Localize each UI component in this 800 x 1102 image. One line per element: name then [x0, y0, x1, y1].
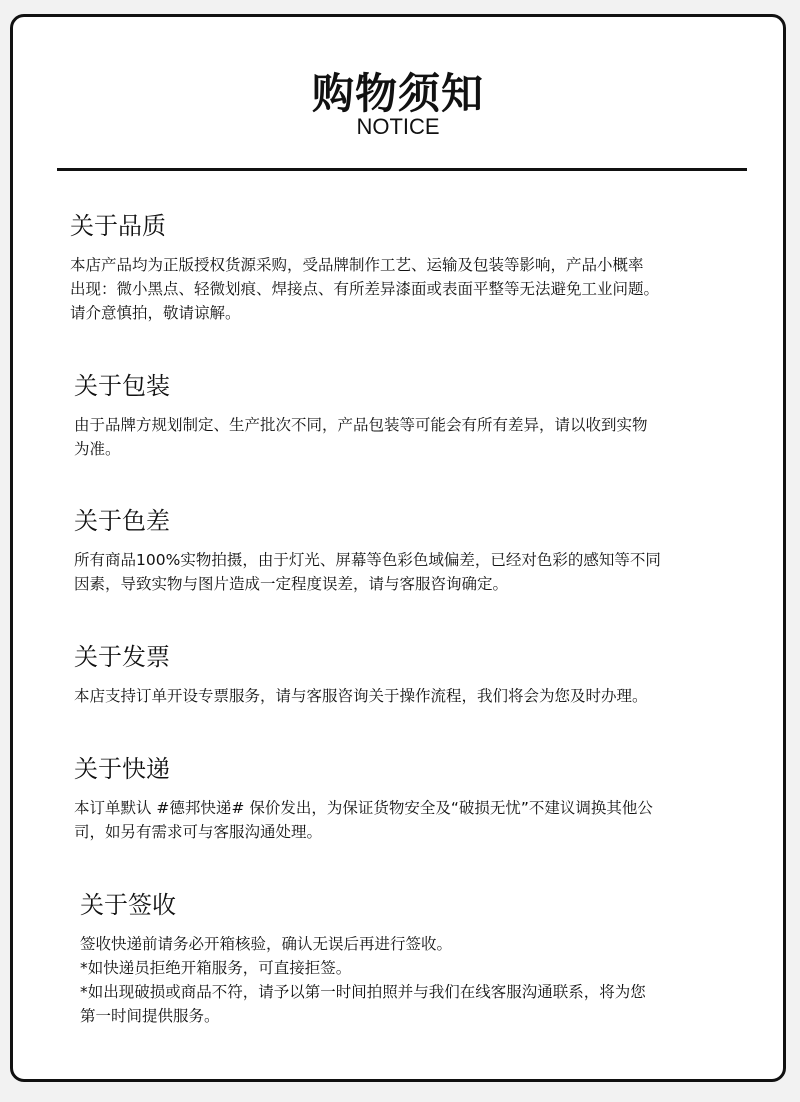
page-subtitle: NOTICE	[356, 114, 440, 139]
section-heading: 关于发票	[74, 643, 170, 671]
notice-card	[10, 14, 786, 1082]
section-line: *如出现破损或商品不符，请予以第一时间拍照并与我们在线客服沟通联系，将为您	[80, 983, 646, 1001]
section-line: 签收快递前请务必开箱核验，确认无误后再进行签收。	[80, 935, 453, 953]
section-heading: 关于色差	[74, 507, 170, 535]
section-heading: 关于快递	[74, 755, 170, 783]
section-line: 司，如另有需求可与客服沟通处理。	[74, 823, 323, 841]
section-line: 所有商品100%实物拍摄，由于灯光、屏幕等色彩色域偏差，已经对色彩的感知等不同	[74, 551, 661, 569]
section-heading: 关于品质	[70, 212, 166, 240]
section-receipt	[80, 888, 750, 1028]
title-divider	[57, 168, 747, 171]
section-heading: 关于包装	[74, 372, 170, 400]
section-line: 请介意慎拍，敬请谅解。	[70, 304, 241, 322]
section-line: 本店产品均为正版授权货源采购，受品牌制作工艺、运输及包装等影响，产品小概率	[70, 256, 644, 274]
section-line: 本店支持订单开设专票服务，请与客服咨询关于操作流程，我们将会为您及时办理。	[74, 687, 648, 705]
section-heading: 关于签收	[80, 891, 176, 919]
section-body	[80, 932, 750, 1028]
section-line: 出现：微小黑点、轻微划痕、焊接点、有所差异漆面或表面平整等无法避免工业问题。	[70, 280, 660, 298]
section-express	[74, 752, 744, 844]
section-line: 本订单默认 #德邦快递# 保价发出，为保证货物安全及“破损无忧”不建议调换其他公	[74, 799, 653, 817]
section-body	[74, 796, 744, 844]
section-body	[74, 548, 744, 596]
section-line: *如快递员拒绝开箱服务，可直接拒签。	[80, 959, 352, 977]
section-invoice	[74, 640, 744, 708]
section-line: 由于品牌方规划制定、生产批次不同，产品包装等可能会有所有差异，请以收到实物	[74, 416, 648, 434]
section-packaging	[74, 369, 744, 461]
section-line: 为准。	[74, 440, 121, 458]
section-quality	[70, 209, 740, 325]
section-body	[70, 253, 740, 325]
section-color-difference	[74, 504, 744, 596]
section-line: 第一时间提供服务。	[80, 1007, 220, 1025]
section-body	[74, 413, 744, 461]
section-line: 因素，导致实物与图片造成一定程度误差，请与客服咨询确定。	[74, 575, 509, 593]
page-title: 购物须知	[311, 69, 484, 118]
section-body	[74, 684, 744, 708]
